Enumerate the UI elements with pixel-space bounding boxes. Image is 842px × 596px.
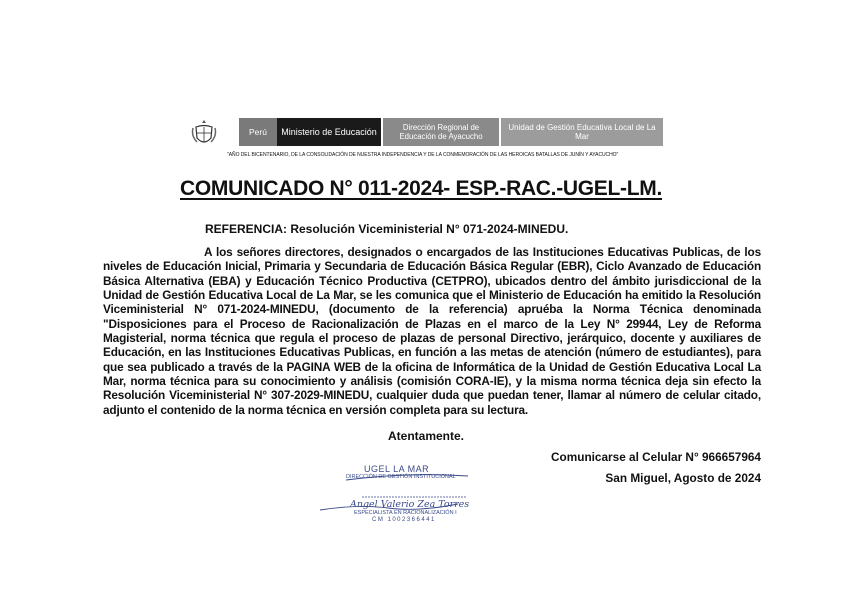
reference-line: REFERENCIA: Resolución Viceministerial N° 071-2024-MINEDU.: [205, 222, 569, 236]
letterhead: [191, 112, 677, 162]
year-motto: "AÑO DEL BICENTENARIO, DE LA CONSOLIDACIÓN DE NUESTRA INDEPENDENCIA Y DE LA CONMEMORACIÓN DE LAS HEROICAS BATALLAS DE JUNÍN Y AYACUCHO": [227, 152, 619, 158]
stamp-role: ESPECIALISTA EN RACIONALIZACIÓN I: [354, 510, 457, 516]
official-stamp: [318, 464, 478, 524]
stamp-org: UGEL LA MAR: [364, 464, 430, 474]
bar-segment-dre: Dirección Regional de Educación de Ayacucho: [383, 118, 499, 146]
document-title: [0, 177, 842, 201]
institution-bar: [239, 118, 663, 146]
place-date: San Miguel, Agosto de 2024: [605, 471, 761, 485]
bar-segment-ministerio: Ministerio de Educación: [277, 118, 381, 146]
body-paragraph: A los señores directores, designados o encargados de las Instituciones Educativas Publicas, de los niveles de Educación Inicial, Primaria y Secundaria de Educación Básica Regular (EBR), Ciclo Avanzado de Educación Básica Alternativa (EBA) y Educación Técnico Productiva (CETPRO), ubicados dentro del ámbito jurisdiccional de la Unidad de Gestión Educativa Local de La Mar, se les comunica que el Ministerio de Educación ha emitido la Resolución Viceministerial N° 071-2024-MINEDU, (documento de la referencia) apruéba la Norma Técnica denominada "Disposiciones para el Proceso de Racionalización de Plazas en el marco de la Ley N° 29944, Ley de Reforma Magisterial, norma técnica que regula el proceso de plazas de personal Directivo, jerárquico, docente y auxiliares de Educación, en las Instituciones Educativas Publicas, en función a las metas de atención (número de estudiantes), para que sea publicado a través de la PAGINA WEB de la oficina de Informática de la Unidad de Gestión Educativa Local La Mar, norma técnica para su conocimiento y análisis (comisión CORA-IE), y la misma norma técnica deja sin efecto la Resolución Viceministerial N° 307-2029-MINEDU, cualquier duda que puedan tener, llamar al número de celular citado, adjunto el contenido de la norma técnica en versión completa para su lectura.: [103, 245, 761, 417]
bar-segment-ugel: Unidad de Gestión Educativa Local de La Mar: [501, 118, 663, 146]
coat-of-arms-icon: [191, 118, 217, 148]
document-title-text: COMUNICADO N° 011-2024- ESP.-RAC.-UGEL-LM.: [180, 177, 662, 200]
contact-phone: Comunicarse al Celular N° 966657964: [551, 450, 761, 464]
stamp-unit: DIRECCIÓN DE GESTIÓN INSTITUCIONAL: [346, 474, 456, 480]
stamp-id: CM 1002366441: [372, 517, 436, 523]
bar-segment-peru: Perú: [239, 118, 277, 146]
stamp-name: Angel Valerio Zea Torres: [350, 499, 470, 510]
closing-salutation: Atentamente.: [388, 429, 465, 443]
